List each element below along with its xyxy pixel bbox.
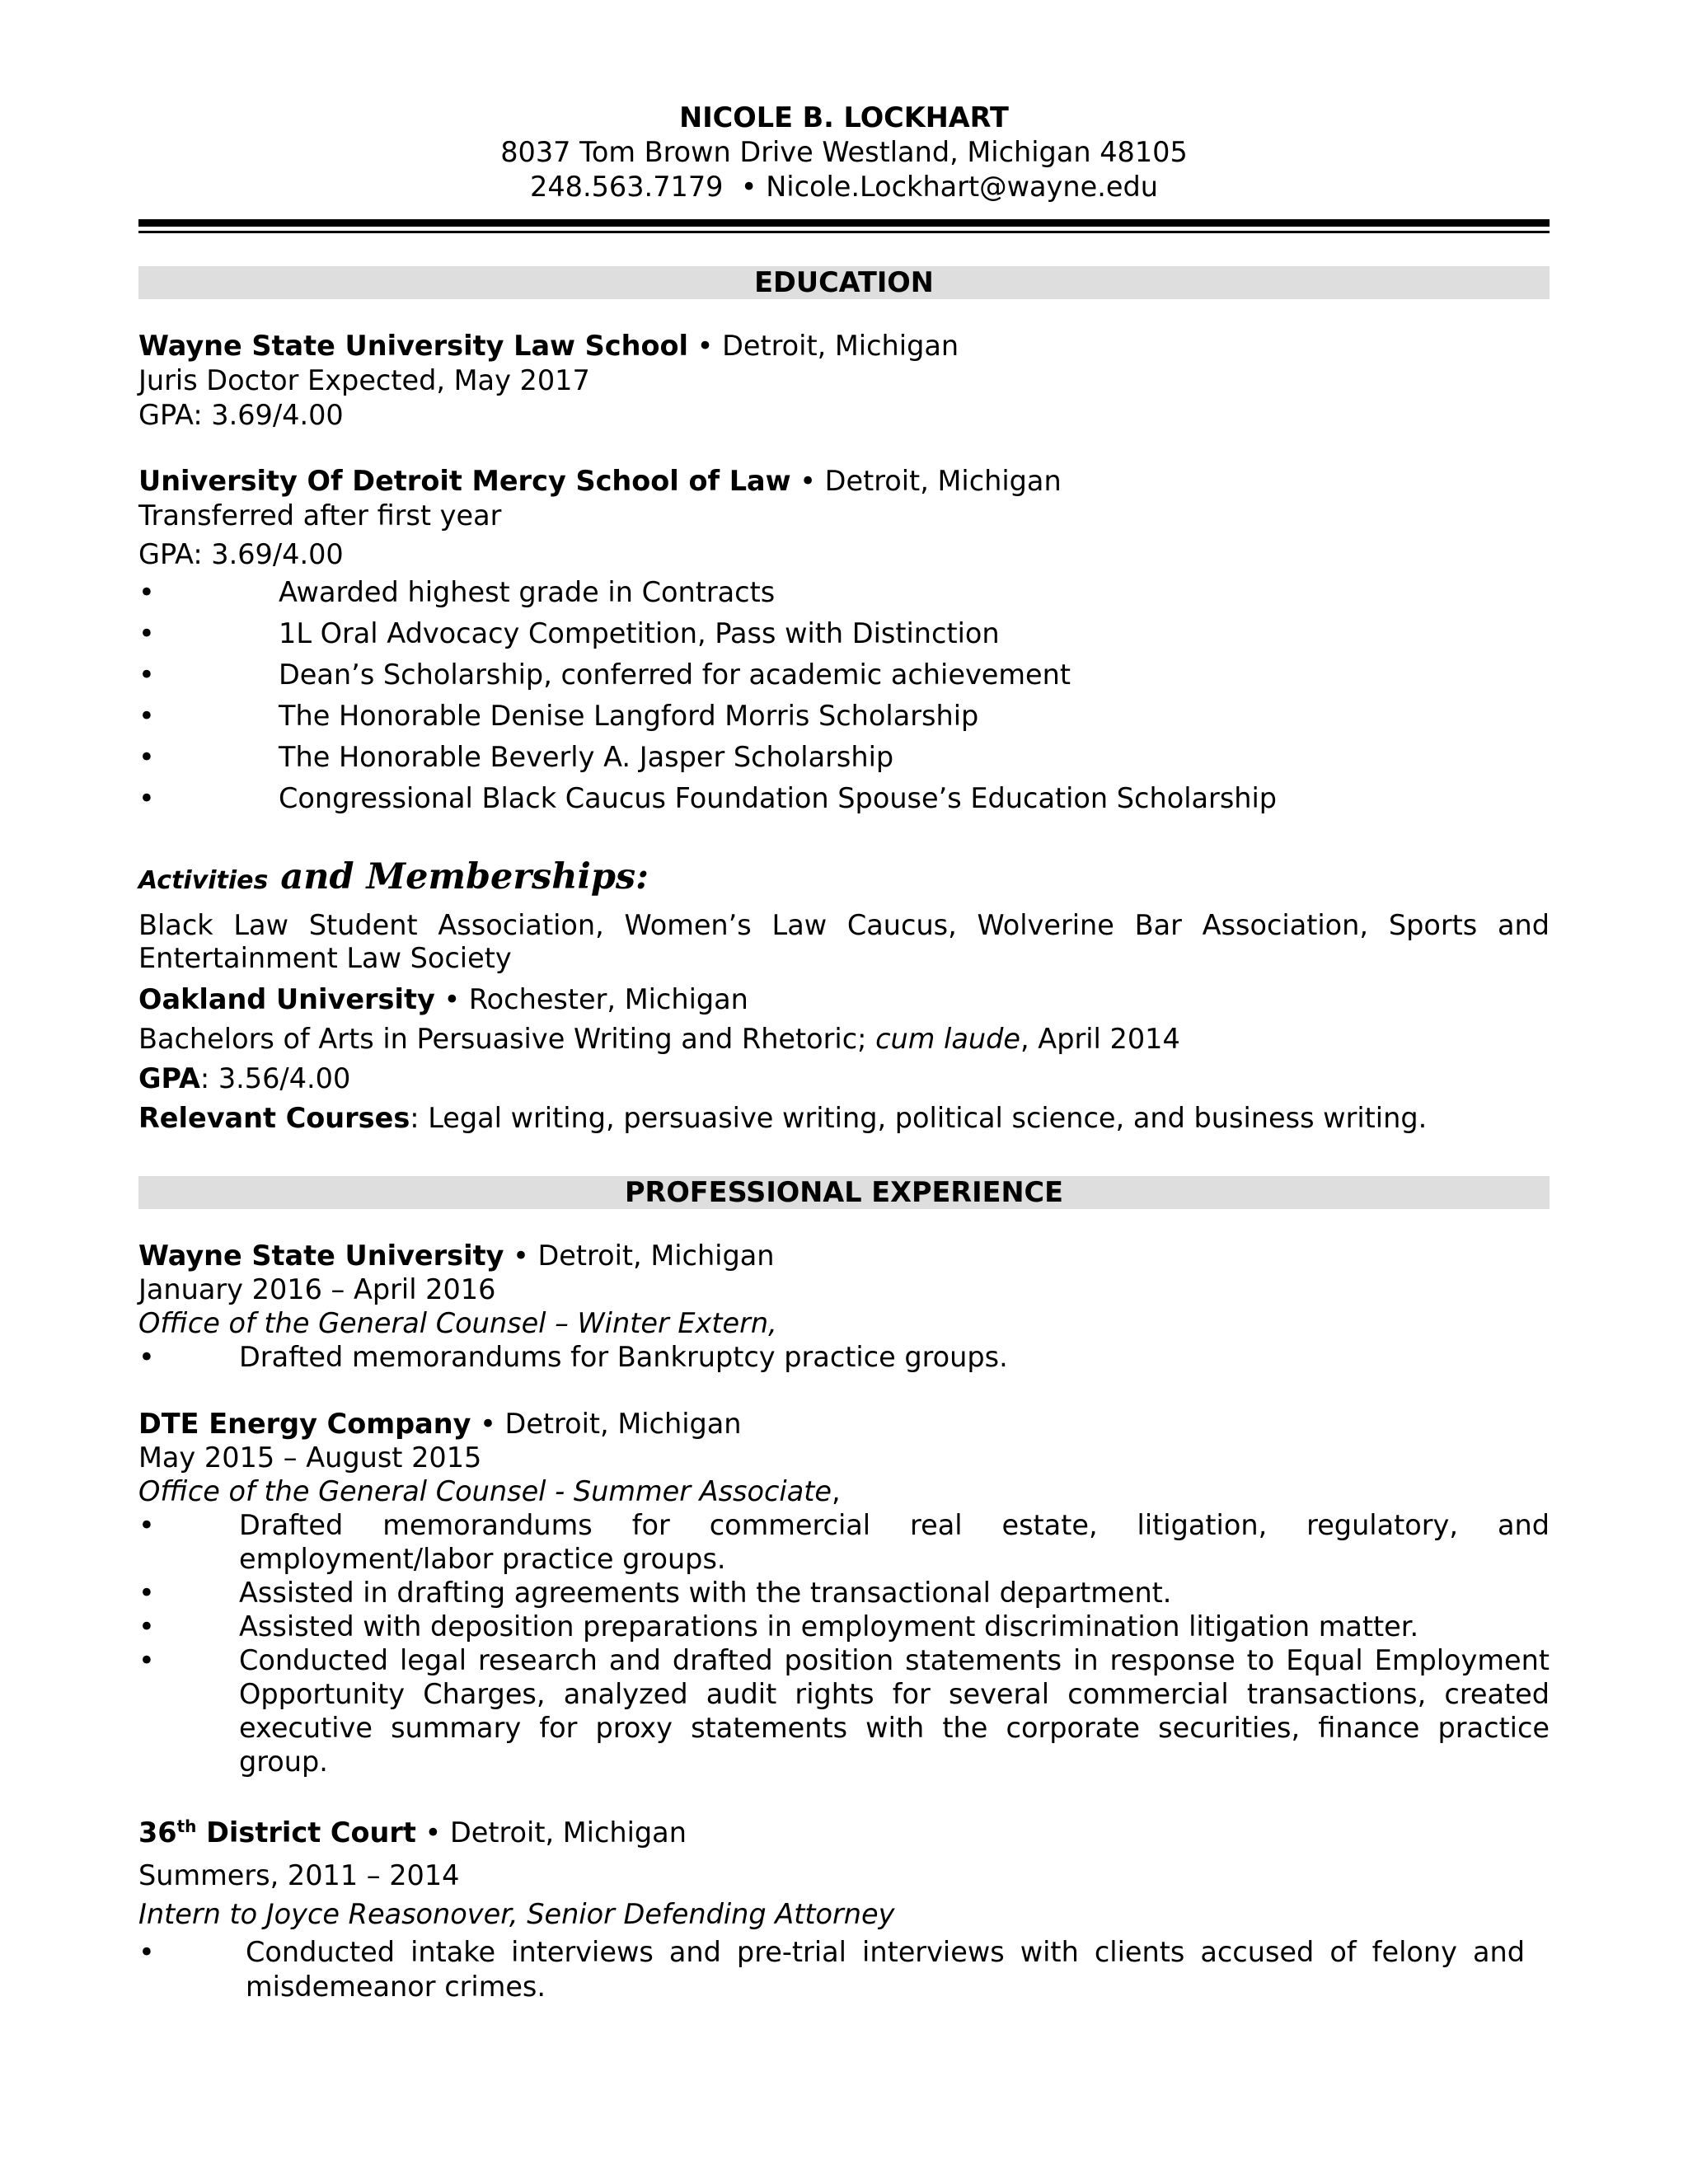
org-line — [138, 1811, 1550, 1854]
school-name: University Of Detroit Mercy School of Law — [138, 465, 791, 497]
org-line — [138, 1407, 1550, 1441]
gpa-line: GPA: 3.69/4.00 — [138, 538, 344, 570]
list-item: • Congressional Black Caucus Foundation Spouse’s Education Scholarship — [138, 778, 1550, 819]
wsu-experience-entry — [138, 1239, 1550, 1374]
bullet-dot: • — [138, 1644, 155, 1676]
list-item: • Drafted memorandums for commercial real estate, litigation, regulatory, and employment/labor practice groups. — [138, 1509, 1550, 1575]
org-name: DTE Energy Company — [138, 1408, 471, 1440]
bullet-separator: • — [740, 171, 757, 203]
org-location: • Detroit, Michigan — [513, 1240, 775, 1272]
applicant-name: NICOLE B. LOCKHART — [679, 101, 1009, 134]
activities-heading-large: and Memberships: — [280, 856, 649, 898]
degree-line: Bachelors of Arts in Persuasive Writing and Rhetoric; cum laude, April 2014 — [138, 1023, 1180, 1055]
list-item: • The Honorable Denise Langford Morris Scholarship — [138, 696, 1550, 737]
org-line — [138, 1239, 1550, 1272]
list-item: • 1L Oral Advocacy Competition, Pass with Distinction — [138, 613, 1550, 654]
contact-line — [138, 170, 1550, 204]
list-item: • Drafted memorandums for Bankruptcy practice groups. — [138, 1341, 1008, 1373]
school-location: • Detroit, Michigan — [799, 465, 1062, 497]
role-line: Intern to Joyce Reasonover, Senior Defending Attorney — [138, 1898, 895, 1930]
bullet-dot: • — [138, 741, 155, 773]
bullet-dot: • — [138, 1610, 155, 1643]
list-item: • Dean’s Scholarship, conferred for academic achievement — [138, 654, 1550, 696]
list-item: • Conducted intake interviews and pre-trial interviews with clients accused of felony and misdemeanor crimes. — [138, 1936, 1525, 2003]
dates-line: January 2016 – April 2016 — [138, 1273, 496, 1305]
dates-line: May 2015 – August 2015 — [138, 1441, 482, 1474]
duties-list — [138, 1340, 1550, 1374]
oakland-school-line — [138, 980, 1550, 1019]
school-location: • Detroit, Michigan — [696, 330, 959, 362]
list-item: • Conducted legal research and drafted position statements in response to Equal Employment Opportunity Charges, analyzed audit rights for several commercial transactions, created executive summary for proxy statements with the corporate securities, finance practice group. — [138, 1644, 1550, 1778]
school-name: Wayne State University Law School — [138, 330, 689, 362]
role-line: Office of the General Counsel – Winter Extern, — [138, 1307, 777, 1339]
activities-heading-small: Activities — [138, 866, 269, 895]
experience-heading: PROFESSIONAL EXPERIENCE — [138, 1176, 1550, 1209]
duties-list — [138, 1508, 1550, 1779]
list-item: • Assisted with deposition preparations in employment discrimination litigation matter. — [138, 1610, 1419, 1643]
transfer-note: Transferred after first year — [138, 499, 502, 532]
bullet-dot: • — [138, 658, 155, 691]
courses-line: Relevant Courses: Legal writing, persuasive writing, political science, and business writing. — [138, 1102, 1428, 1134]
org-location: • Detroit, Michigan — [480, 1408, 742, 1440]
oakland-entry — [138, 980, 1550, 1138]
activities-line-2: Entertainment Law Society — [138, 942, 512, 974]
org-location: • Detroit, Michigan — [424, 1816, 687, 1849]
activities-heading — [138, 854, 1550, 904]
bullet-dot: • — [138, 1936, 155, 1968]
email-address: Nicole.Lockhart@wayne.edu — [766, 171, 1158, 203]
activities-text — [138, 909, 1550, 975]
honors-list — [138, 572, 1550, 819]
list-item: • Assisted in drafting agreements with the transactional department. — [138, 1577, 1172, 1609]
org-name: 36th District Court — [138, 1816, 416, 1849]
list-item: • Awarded highest grade in Contracts — [138, 572, 1550, 613]
phone-number: 248.563.7179 — [530, 171, 724, 203]
bullet-dot: • — [138, 700, 155, 732]
udm-entry — [138, 464, 1550, 819]
dates-line: Summers, 2011 – 2014 — [138, 1859, 460, 1891]
bullet-dot: • — [138, 1341, 155, 1373]
activities-line-1: Black Law Student Association, Women’s Law Caucus, Wolverine Bar Association, Sports and — [138, 909, 1550, 941]
role-line: Office of the General Counsel - Summer Associate, — [138, 1475, 841, 1507]
court-experience-entry — [138, 1811, 1550, 2004]
address-line: 8037 Tom Brown Drive Westland, Michigan 48105 — [500, 136, 1188, 168]
wsu-law-entry — [138, 329, 1550, 433]
bullet-dot: • — [138, 1577, 155, 1609]
honor: cum laude — [875, 1023, 1020, 1055]
bullet-dot: • — [138, 576, 155, 608]
dte-experience-entry — [138, 1407, 1550, 1779]
gpa-line: GPA: 3.69/4.00 — [138, 399, 344, 431]
resume-page — [138, 97, 1550, 2004]
school-location: • Rochester, Michigan — [443, 983, 748, 1015]
school-name: Oakland University — [138, 983, 435, 1015]
list-item: • The Honorable Beverly A. Jasper Scholarship — [138, 737, 1550, 778]
header-rule-thin — [138, 231, 1550, 233]
bullet-dot: • — [138, 617, 155, 649]
education-heading: EDUCATION — [138, 266, 1550, 299]
bullet-dot: • — [138, 782, 155, 814]
header-rule-thick — [138, 219, 1550, 227]
udm-school-line — [138, 464, 1550, 499]
bullet-dot: • — [138, 1509, 155, 1541]
wsu-law-school-line — [138, 329, 1550, 363]
org-name: Wayne State University — [138, 1240, 504, 1272]
degree-line: Juris Doctor Expected, May 2017 — [138, 364, 590, 396]
duties-list — [138, 1935, 1525, 2004]
gpa-line: GPA: 3.56/4.00 — [138, 1062, 351, 1094]
